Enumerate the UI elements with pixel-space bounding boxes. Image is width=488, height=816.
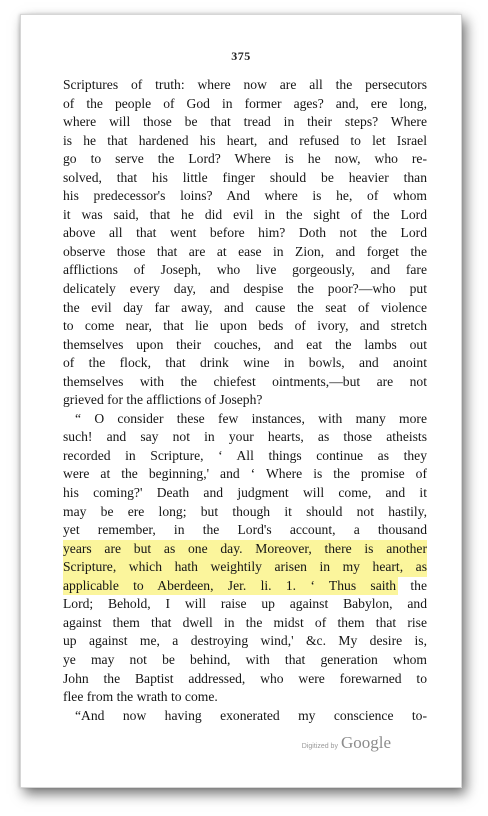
text-line: may be ere long; but though it should not hastily, (63, 503, 427, 519)
watermark-digitized-label: Digitized by (301, 743, 338, 750)
highlighted-text-line: Scripture, which hath weightily arisen in my heart, as (63, 558, 427, 577)
text-line: Lord; Behold, I will raise up against Babylon, and (63, 596, 427, 612)
text-line: go to serve the Lord? Where is he now, who re- (63, 151, 427, 167)
text-line: where will those be that tread in their steps? Where (63, 114, 427, 130)
text-line: is he that hardened his heart, and refused to let Israel (63, 132, 427, 148)
google-logo: Google (340, 733, 391, 752)
text-line: of the people of God in former ages? and, ere long, (63, 95, 427, 111)
text-line: ye may not be behind, with that generation whom (63, 651, 427, 667)
text-line: above all that went before him? Doth not the Lord (63, 225, 427, 241)
text-line: to come near, that lie upon beds of ivory, and stretch (63, 318, 427, 334)
text-line: his coming?' Death and judgment will come, and it (63, 485, 427, 501)
text-line: flee from the wrath to come. (63, 689, 218, 705)
highlighted-text-line: years are but as one day. Moreover, there is another (63, 540, 427, 559)
page-text (63, 76, 427, 725)
text-line: up against me, a destroying wind,' &c. My desire is, (63, 633, 427, 649)
text-line: solved, that his little finger should be heavier than (63, 169, 427, 185)
text-line: “ O consider these few instances, with many more (75, 410, 427, 426)
text-line: “And now having exonerated my conscience to- (75, 707, 427, 723)
text-line: recorded in Scripture, ‘ All things continue as they (63, 447, 427, 463)
text-line: the evil day far away, and cause the seat of violence (63, 299, 427, 315)
book-page (20, 14, 462, 788)
text-line: of the flock, that drink wine in bowls, and anoint (63, 355, 427, 371)
text-line: grieved for the afflictions of Joseph? (63, 392, 263, 408)
text-line: John the Baptist addressed, who were forewarned to (63, 670, 427, 686)
text-line: against them that dwell in the midst of them that rise (63, 614, 427, 630)
text-line: yet remember, in the Lord's account, a thousand (63, 522, 427, 538)
google-watermark (302, 733, 391, 753)
text-line: were at the beginning,' and ‘ Where is the promise of (63, 466, 427, 482)
text-line: observe those that are at ease in Zion, and forget the (63, 243, 427, 259)
text-line: afflictions of Joseph, who live gorgeously, and fare (63, 262, 427, 278)
text-line: delicately every day, and despise the poor?—who put (63, 281, 427, 297)
text-line: his predecessor's loins? And where is he, of whom (63, 188, 427, 204)
text-line: it was said, that he did evil in the sight of the Lord (63, 206, 427, 222)
page-number: 375 (231, 49, 251, 63)
text-line: themselves upon their couches, and eat the lambs out (63, 336, 427, 352)
highlighted-text-line: applicable to Aberdeen, Jer. li. 1. ‘ Thus saith the (63, 577, 427, 596)
text-line: Scriptures of truth: where now are all the persecutors (63, 77, 427, 92)
text-line: such! and say not in your hearts, as those atheists (63, 429, 427, 445)
text-line: themselves with the chiefest ointments,—but are not (63, 373, 427, 389)
